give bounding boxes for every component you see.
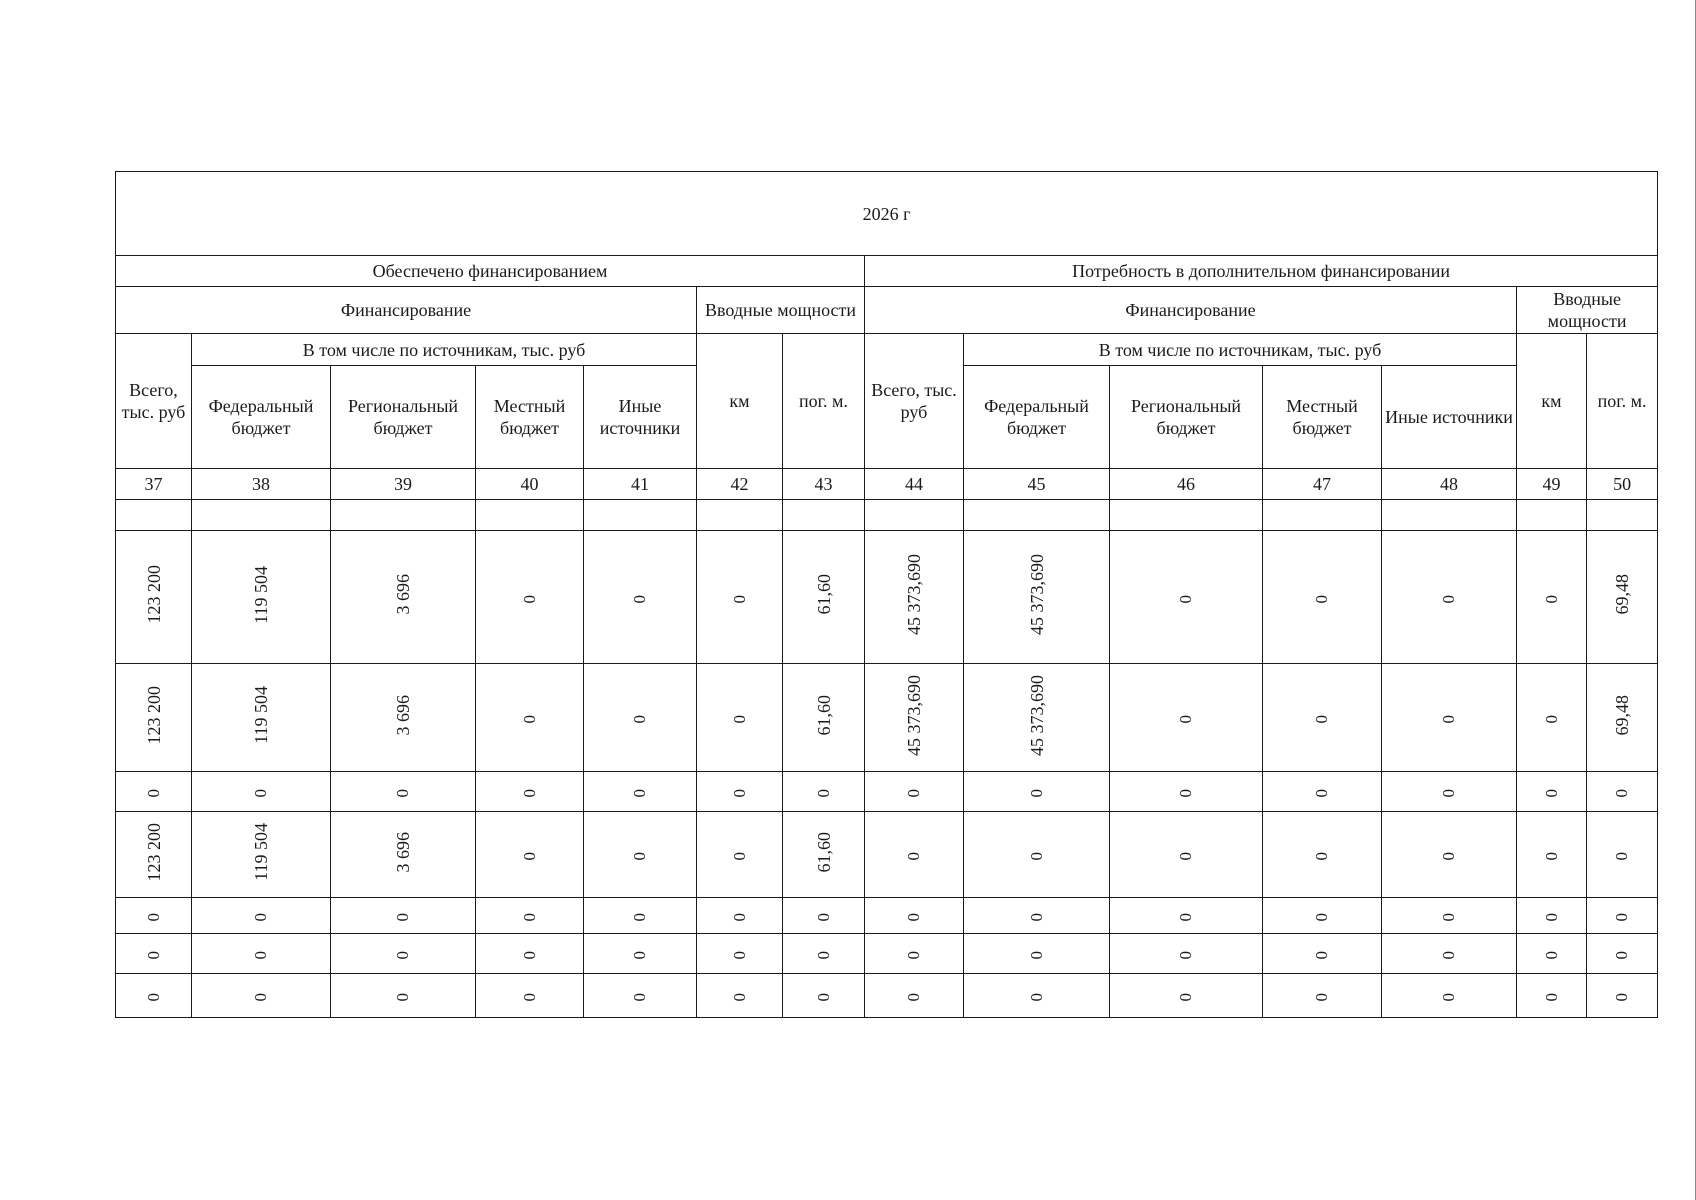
column-number: 39 — [331, 469, 476, 500]
data-cell — [192, 772, 331, 812]
cell-value: 0 — [904, 993, 923, 1002]
column-number: 43 — [783, 469, 865, 500]
data-cell — [865, 974, 964, 1018]
data-cell — [1382, 898, 1517, 934]
column-number: 41 — [584, 469, 697, 500]
cell-value: 45 373,690 — [1026, 674, 1047, 756]
column-number: 38 — [192, 469, 331, 500]
cell-value: 0 — [630, 913, 649, 922]
data-cell — [1263, 772, 1382, 812]
group-additional: Потребность в дополнительном финансировании — [865, 256, 1658, 287]
cell-value: 0 — [1439, 913, 1458, 922]
column-number: 49 — [1517, 469, 1587, 500]
data-cell — [1587, 934, 1658, 974]
data-cell — [331, 898, 476, 934]
data-cell — [1382, 772, 1517, 812]
capacity-left: Вводные мощности — [697, 287, 865, 334]
cell-value: 0 — [1026, 789, 1046, 798]
data-cell — [697, 898, 783, 934]
federal-left-header: Федеральный бюджет — [192, 366, 331, 469]
data-cell — [192, 898, 331, 934]
year-title: 2026 г — [116, 172, 1658, 256]
data-cell — [584, 812, 697, 898]
data-cell — [964, 664, 1110, 772]
data-cell — [1587, 531, 1658, 664]
cell-value: 0 — [1439, 852, 1458, 861]
column-number: 45 — [964, 469, 1110, 500]
data-cell — [1382, 934, 1517, 974]
data-cell — [116, 664, 192, 772]
km-left-header: км — [697, 334, 783, 469]
cell-value: 0 — [251, 913, 270, 922]
data-cell — [865, 664, 964, 772]
data-cell — [192, 974, 331, 1018]
data-cell — [783, 664, 865, 772]
regional-left-header: Региональный бюджет — [331, 366, 476, 469]
empty-cell — [1110, 500, 1263, 531]
cell-value: 0 — [1612, 789, 1632, 798]
cell-value: 0 — [1612, 951, 1632, 960]
other-left-header: Иные источники — [584, 366, 697, 469]
data-cell — [476, 531, 584, 664]
cell-value: 0 — [1026, 993, 1046, 1002]
cell-value: 0 — [729, 852, 749, 861]
data-cell — [1263, 664, 1382, 772]
total-right-header: Всего, тыс. руб — [865, 334, 964, 469]
cell-value: 0 — [630, 852, 649, 861]
local-left-header: Местный бюджет — [476, 366, 584, 469]
data-cell — [1263, 934, 1382, 974]
cell-value: 0 — [1176, 852, 1195, 861]
empty-cell — [1263, 500, 1382, 531]
empty-cell — [1382, 500, 1517, 531]
cell-value: 0 — [630, 993, 649, 1002]
cell-value: 0 — [1541, 789, 1561, 798]
cell-value: 119 504 — [251, 565, 271, 624]
cell-value: 0 — [904, 913, 923, 922]
data-cell — [1382, 812, 1517, 898]
cell-value: 0 — [519, 993, 539, 1002]
data-cell — [476, 772, 584, 812]
data-cell — [697, 772, 783, 812]
cell-value: 0 — [1612, 993, 1632, 1002]
data-cell — [783, 898, 865, 934]
cell-value: 0 — [1439, 951, 1458, 960]
data-cell — [476, 664, 584, 772]
cell-value: 3 696 — [393, 694, 413, 736]
data-cell — [697, 934, 783, 974]
data-cell — [1587, 664, 1658, 772]
data-cell — [476, 974, 584, 1018]
empty-cell — [1517, 500, 1587, 531]
data-cell — [865, 531, 964, 664]
data-cell — [192, 531, 331, 664]
cell-value: 0 — [630, 789, 649, 798]
data-cell — [1587, 772, 1658, 812]
regional-right-header: Региональный бюджет — [1110, 366, 1263, 469]
data-cell — [697, 531, 783, 664]
cell-value: 0 — [1439, 993, 1458, 1002]
data-cell — [1263, 531, 1382, 664]
cell-value: 0 — [813, 993, 833, 1002]
cell-value: 119 504 — [251, 823, 271, 881]
financing-left: Финансирование — [116, 287, 697, 334]
data-cell — [331, 934, 476, 974]
cell-value: 0 — [813, 789, 833, 798]
data-cell — [331, 531, 476, 664]
cell-value: 0 — [251, 789, 270, 798]
empty-cell — [964, 500, 1110, 531]
data-cell — [865, 898, 964, 934]
cell-value: 0 — [393, 913, 412, 922]
cell-value: 45 373,690 — [904, 674, 924, 756]
cell-value: 0 — [143, 913, 163, 922]
data-cell — [1110, 812, 1263, 898]
data-cell — [1110, 772, 1263, 812]
cell-value: 0 — [1176, 993, 1195, 1002]
cell-value: 0 — [1176, 594, 1195, 603]
data-cell — [865, 812, 964, 898]
cell-value: 0 — [1176, 715, 1195, 724]
cell-value: 0 — [729, 715, 749, 724]
empty-cell — [1587, 500, 1658, 531]
data-cell — [584, 898, 697, 934]
empty-cell — [476, 500, 584, 531]
cell-value: 0 — [519, 951, 539, 960]
empty-cell — [192, 500, 331, 531]
cell-value: 0 — [251, 993, 270, 1002]
column-number: 47 — [1263, 469, 1382, 500]
cell-value: 61,60 — [813, 831, 834, 873]
data-cell — [1517, 934, 1587, 974]
cell-value: 0 — [1541, 913, 1561, 922]
data-cell — [116, 974, 192, 1018]
data-cell — [1517, 772, 1587, 812]
data-cell — [1517, 898, 1587, 934]
data-cell — [964, 974, 1110, 1018]
cell-value: 0 — [1176, 951, 1195, 960]
cell-value: 0 — [1541, 594, 1561, 603]
cell-value: 61,60 — [813, 574, 834, 615]
cell-value: 0 — [519, 715, 539, 724]
cell-value: 0 — [519, 789, 539, 798]
data-cell — [865, 772, 964, 812]
cell-value: 0 — [1312, 789, 1331, 798]
data-cell — [1382, 664, 1517, 772]
cell-value: 0 — [630, 594, 649, 603]
empty-cell — [331, 500, 476, 531]
cell-value: 0 — [251, 951, 270, 960]
table-row — [116, 898, 1658, 934]
cell-value: 0 — [729, 993, 749, 1002]
data-cell — [783, 772, 865, 812]
cell-value: 0 — [519, 852, 539, 861]
data-cell — [476, 812, 584, 898]
cell-value: 0 — [1176, 913, 1195, 922]
column-number: 48 — [1382, 469, 1517, 500]
cell-value: 69,48 — [1612, 694, 1633, 736]
column-number: 44 — [865, 469, 964, 500]
cell-value: 0 — [904, 852, 923, 861]
cell-value: 0 — [1541, 951, 1561, 960]
cell-value: 0 — [1541, 715, 1561, 724]
cell-value: 0 — [729, 594, 749, 603]
cell-value: 0 — [1026, 951, 1046, 960]
cell-value: 0 — [1439, 715, 1458, 724]
financing-table — [115, 171, 1658, 1018]
data-cell — [1517, 664, 1587, 772]
data-cell — [584, 772, 697, 812]
column-number-row — [116, 469, 1658, 500]
data-cell — [116, 934, 192, 974]
column-number: 42 — [697, 469, 783, 500]
cell-value: 0 — [1312, 852, 1331, 861]
by-sources-left: В том числе по источникам, тыс. руб — [192, 334, 697, 366]
cell-value: 0 — [1312, 594, 1331, 603]
empty-cell — [116, 500, 192, 531]
federal-right-header: Федеральный бюджет — [964, 366, 1110, 469]
data-cell — [783, 812, 865, 898]
data-cell — [1110, 934, 1263, 974]
data-cell — [697, 974, 783, 1018]
data-cell — [1110, 531, 1263, 664]
data-cell — [116, 531, 192, 664]
data-cell — [1110, 898, 1263, 934]
empty-row — [116, 500, 1658, 531]
data-cell — [1263, 898, 1382, 934]
data-cell — [783, 974, 865, 1018]
cell-value: 45 373,690 — [1026, 554, 1047, 635]
km-right-header: км — [1517, 334, 1587, 469]
data-cell — [331, 812, 476, 898]
data-cell — [697, 664, 783, 772]
cell-value: 0 — [1312, 993, 1331, 1002]
cell-value: 0 — [1312, 715, 1331, 724]
empty-cell — [783, 500, 865, 531]
data-cell — [964, 772, 1110, 812]
table-row — [116, 974, 1658, 1018]
data-cell — [1587, 898, 1658, 934]
data-cell — [697, 812, 783, 898]
data-cell — [192, 812, 331, 898]
data-cell — [1263, 974, 1382, 1018]
data-cell — [964, 812, 1110, 898]
table-row — [116, 531, 1658, 664]
cell-value: 0 — [1541, 852, 1561, 861]
cell-value: 0 — [1176, 789, 1195, 798]
data-cell — [783, 531, 865, 664]
cell-value: 0 — [1439, 594, 1458, 603]
local-right-header: Местный бюджет — [1263, 366, 1382, 469]
data-cell — [116, 772, 192, 812]
data-cell — [1517, 812, 1587, 898]
other-right-header: Иные источники — [1382, 366, 1517, 469]
by-sources-right: В том числе по источникам, тыс. руб — [964, 334, 1517, 366]
cell-value: 0 — [1541, 993, 1561, 1002]
cell-value: 69,48 — [1612, 574, 1633, 615]
financing-right: Финансирование — [865, 287, 1517, 334]
cell-value: 0 — [1026, 852, 1046, 861]
empty-cell — [584, 500, 697, 531]
cell-value: 0 — [143, 993, 163, 1002]
cell-value: 123 200 — [143, 822, 164, 882]
table-row — [116, 664, 1658, 772]
cell-value: 0 — [1612, 913, 1632, 922]
data-cell — [1382, 974, 1517, 1018]
cell-value: 0 — [904, 951, 923, 960]
data-cell — [584, 974, 697, 1018]
data-cell — [584, 531, 697, 664]
data-cell — [964, 898, 1110, 934]
cell-value: 3 696 — [393, 831, 413, 873]
data-cell — [1110, 664, 1263, 772]
cell-value: 123 200 — [143, 685, 164, 745]
table-row — [116, 772, 1658, 812]
data-cell — [476, 934, 584, 974]
data-cell — [964, 934, 1110, 974]
total-left-header: Всего, тыс. руб — [116, 334, 192, 469]
data-cell — [192, 934, 331, 974]
cell-value: 0 — [1439, 789, 1458, 798]
data-cell — [331, 664, 476, 772]
cell-value: 3 696 — [393, 574, 413, 615]
data-cell — [584, 934, 697, 974]
data-cell — [476, 898, 584, 934]
data-cell — [584, 664, 697, 772]
table-row — [116, 812, 1658, 898]
cell-value: 61,60 — [813, 694, 834, 736]
cell-value: 0 — [519, 913, 539, 922]
data-cell — [192, 664, 331, 772]
data-cell — [1587, 974, 1658, 1018]
cell-value: 0 — [630, 951, 649, 960]
data-cell — [331, 772, 476, 812]
cell-value: 0 — [393, 951, 412, 960]
data-cell — [1517, 531, 1587, 664]
cell-value: 0 — [143, 951, 163, 960]
column-number: 40 — [476, 469, 584, 500]
cell-value: 0 — [1312, 913, 1331, 922]
pog-left-header: пог. м. — [783, 334, 865, 469]
cell-value: 0 — [729, 789, 749, 798]
column-number: 50 — [1587, 469, 1658, 500]
cell-value: 0 — [904, 789, 923, 798]
cell-value: 0 — [630, 715, 649, 724]
cell-value: 0 — [813, 913, 833, 922]
cell-value: 45 373,690 — [904, 554, 924, 635]
pog-right-header: пог. м. — [1587, 334, 1658, 469]
data-cell — [1587, 812, 1658, 898]
data-cell — [116, 812, 192, 898]
column-number: 37 — [116, 469, 192, 500]
cell-value: 0 — [729, 951, 749, 960]
data-cell — [1263, 812, 1382, 898]
cell-value: 0 — [393, 993, 412, 1002]
capacity-right: Вводные мощности — [1517, 287, 1658, 334]
data-cell — [1110, 974, 1263, 1018]
cell-value: 0 — [519, 594, 539, 603]
cell-value: 0 — [729, 913, 749, 922]
cell-value: 0 — [813, 951, 833, 960]
table-row — [116, 934, 1658, 974]
cell-value: 119 504 — [251, 686, 271, 744]
empty-cell — [865, 500, 964, 531]
empty-cell — [697, 500, 783, 531]
data-cell — [865, 934, 964, 974]
cell-value: 123 200 — [143, 565, 164, 624]
column-number: 46 — [1110, 469, 1263, 500]
data-cell — [964, 531, 1110, 664]
cell-value: 0 — [1612, 852, 1632, 861]
cell-value: 0 — [1312, 951, 1331, 960]
data-cell — [1517, 974, 1587, 1018]
data-cell — [116, 898, 192, 934]
cell-value: 0 — [1026, 913, 1046, 922]
data-cell — [331, 974, 476, 1018]
data-cell — [783, 934, 865, 974]
data-cell — [1382, 531, 1517, 664]
cell-value: 0 — [393, 789, 412, 798]
cell-value: 0 — [143, 789, 163, 798]
group-secured: Обеспечено финансированием — [116, 256, 865, 287]
